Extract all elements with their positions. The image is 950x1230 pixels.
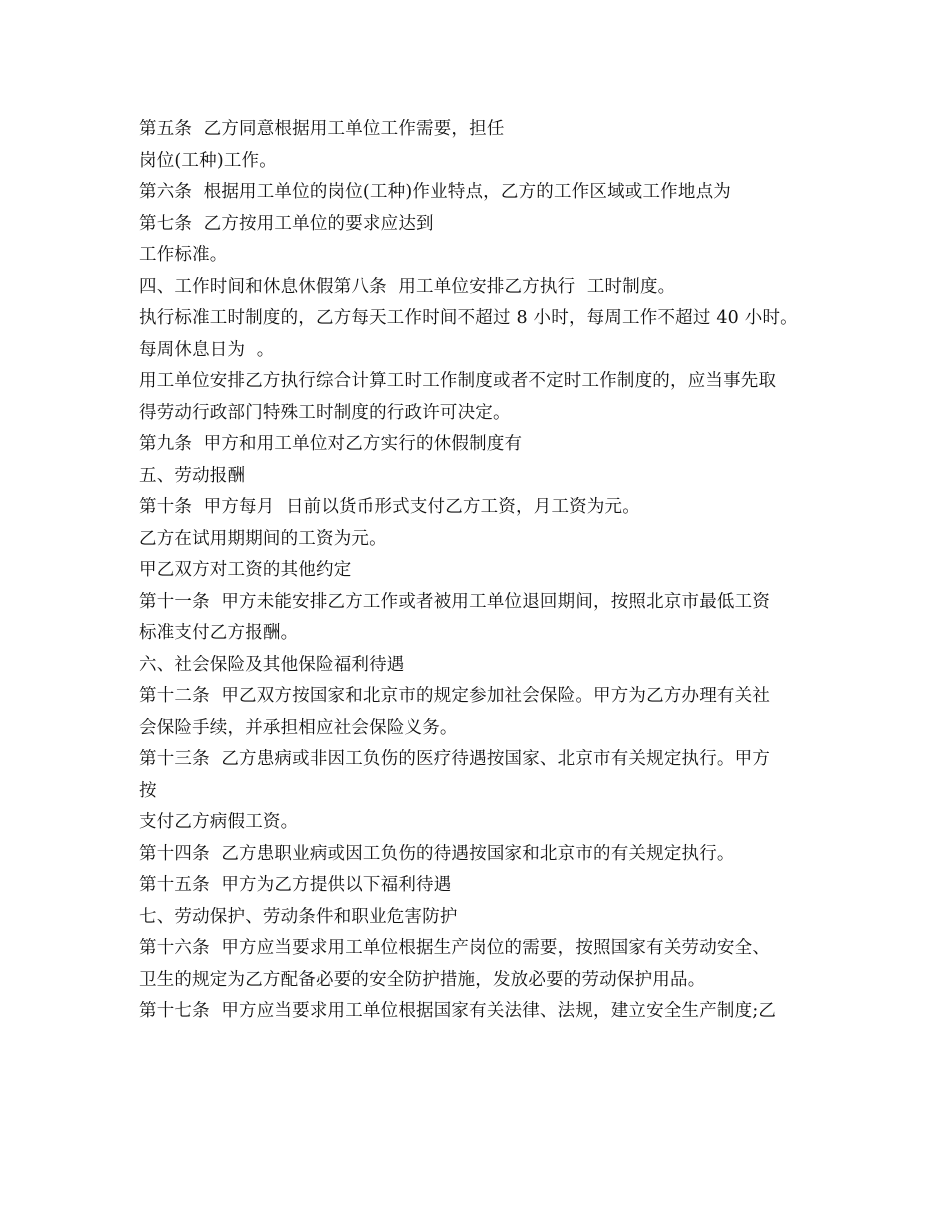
clause-10-line: 第十条 甲方每月 日前以货币形式支付乙方工资，月工资为元。 <box>139 497 640 517</box>
document-body <box>139 114 839 1028</box>
clause-11-line: 第十一条 甲方未能安排乙方工作或者被用工单位退回期间，按照北京市最低工资 <box>139 591 771 612</box>
flexible-hours-line: 用工单位安排乙方执行综合计算工时工作制度或者不定时工作制度的，应当事先取 <box>139 371 777 391</box>
clause-15-line: 第十五条 甲方为乙方提供以下福利待遇 <box>139 875 452 895</box>
clause-16-line: 第十六条 甲方应当要求用工单位根据生产岗位的需要，按照国家有关劳动安全、 <box>139 938 771 958</box>
section-5-heading: 五、劳动报酬 <box>139 465 246 486</box>
clause-12-continuation: 会保险手续，并承担相应社会保险义务。 <box>139 717 458 738</box>
flexible-hours-continuation: 得劳动行政部门特殊工时制度的行政许可决定。 <box>139 402 511 423</box>
clause-7-continuation: 工作标准。 <box>139 245 228 265</box>
clause-5-continuation: 岗位(工种)工作。 <box>139 150 277 171</box>
clause-5-line: 第五条 乙方同意根据用工单位工作需要，担任 <box>139 119 505 139</box>
clause-7-line: 第七条 乙方按用工单位的要求应达到 <box>139 213 434 234</box>
section-7-heading: 七、劳动保护、劳动条件和职业危害防护 <box>139 906 458 927</box>
clause-13-line: 第十三条 乙方患病或非因工负伤的医疗待遇按国家、北京市有关规定执行。甲方 <box>139 749 771 769</box>
weekly-rest-line: 每周休息日为 。 <box>139 339 275 360</box>
standard-hours-line: 执行标准工时制度的，乙方每天工作时间不超过 8 小时，每周工作不超过 40 小时。 <box>139 308 798 328</box>
section-4-clause-8-line: 四、工作时间和休息休假第八条 用工单位安排乙方执行 工时制度。 <box>139 276 676 297</box>
clause-9-line: 第九条 甲方和用工单位对乙方实行的休假制度有 <box>139 434 523 454</box>
clause-13-continuation: 按 <box>139 780 157 801</box>
clause-13-continuation-2: 支付乙方病假工资。 <box>139 812 299 832</box>
clause-16-continuation: 卫生的规定为乙方配备必要的安全防护措施，发放必要的劳动保护用品。 <box>139 969 706 990</box>
clause-17-line: 第十七条 甲方应当要求用工单位根据国家有关法律、法规，建立安全生产制度;乙 <box>139 1001 777 1021</box>
clause-12-line: 第十二条 甲乙双方按国家和北京市的规定参加社会保险。甲方为乙方办理有关社 <box>139 686 771 706</box>
probation-wage-line: 乙方在试用期期间的工资为元。 <box>139 528 387 549</box>
clause-14-line: 第十四条 乙方患职业病或因工负伤的待遇按国家和北京市的有关规定执行。 <box>139 843 735 864</box>
clause-6-line: 第六条 根据用工单位的岗位(工种)作业特点，乙方的工作区域或工作地点为 <box>139 182 731 202</box>
section-6-heading: 六、社会保险及其他保险福利待遇 <box>139 654 405 675</box>
clause-11-continuation: 标准支付乙方报酬。 <box>139 623 299 643</box>
other-wage-agreement-line: 甲乙双方对工资的其他约定 <box>139 560 352 580</box>
